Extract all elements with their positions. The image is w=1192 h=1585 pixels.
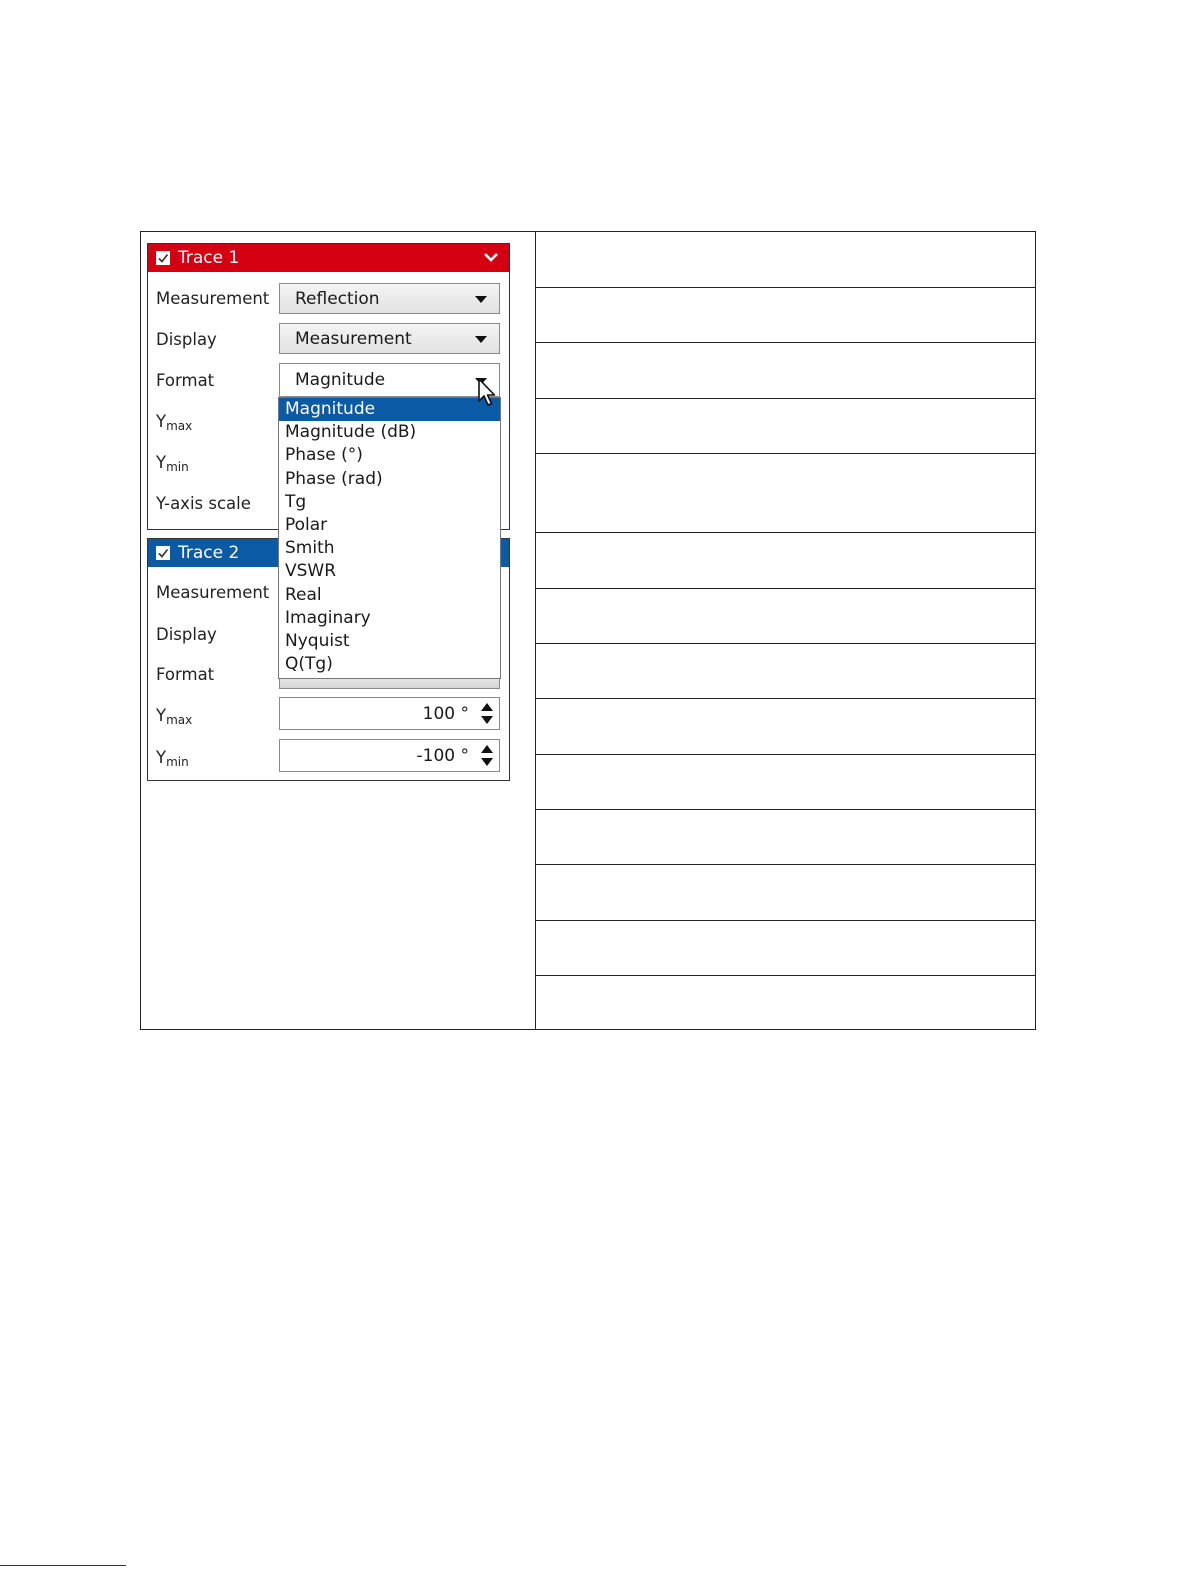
table-column-divider bbox=[535, 231, 536, 1030]
yaxis-scale-label: Y-axis scale bbox=[156, 494, 251, 513]
table-row-line bbox=[535, 453, 1036, 454]
dropdown-option[interactable]: VSWR bbox=[285, 561, 337, 582]
dropdown-option[interactable]: Magnitude (dB) bbox=[285, 422, 417, 443]
table-row-line bbox=[535, 698, 1036, 699]
ymax-value: 100 ° bbox=[422, 703, 469, 724]
ymin-label: $Y_{min}$ bbox=[156, 748, 189, 769]
trace2-format-select[interactable] bbox=[279, 678, 500, 689]
dropdown-option[interactable]: Real bbox=[285, 584, 322, 605]
measurement-select[interactable] bbox=[279, 283, 500, 314]
trace1-title: Trace 1 bbox=[178, 248, 240, 268]
dropdown-option[interactable]: Q(Tg) bbox=[285, 654, 333, 675]
dropdown-option[interactable]: Imaginary bbox=[285, 607, 371, 628]
table-row-line bbox=[535, 864, 1036, 865]
spin-down-icon[interactable] bbox=[481, 758, 493, 766]
checkbox-checked-icon[interactable] bbox=[156, 546, 170, 560]
dropdown-option[interactable]: Magnitude bbox=[279, 398, 500, 421]
ymin-label: $Y_{min}$ bbox=[156, 453, 189, 474]
format-dropdown-list[interactable] bbox=[278, 397, 501, 679]
table-row-line bbox=[535, 643, 1036, 644]
dropdown-option[interactable]: Phase (°) bbox=[285, 445, 363, 466]
display-select[interactable] bbox=[279, 323, 500, 354]
format-label: Format bbox=[156, 665, 215, 684]
ymax-label: $Y_{max}$ bbox=[156, 706, 193, 727]
spin-up-icon[interactable] bbox=[481, 703, 493, 711]
dropdown-option[interactable]: Tg bbox=[285, 491, 307, 512]
table-row-line bbox=[535, 588, 1036, 589]
measurement-label: Measurement bbox=[156, 583, 270, 602]
table-row-line bbox=[535, 287, 1036, 288]
chevron-down-icon[interactable] bbox=[483, 251, 499, 263]
display-value: Measurement bbox=[295, 328, 412, 349]
format-select[interactable] bbox=[279, 363, 500, 397]
dropdown-option[interactable]: Polar bbox=[285, 514, 328, 535]
checkbox-checked-icon[interactable] bbox=[156, 251, 170, 265]
dropdown-option[interactable]: Phase (rad) bbox=[285, 468, 383, 489]
table-row-line bbox=[535, 920, 1036, 921]
mouse-pointer-icon bbox=[477, 378, 499, 408]
format-value: Magnitude bbox=[295, 370, 386, 390]
display-label: Display bbox=[156, 625, 217, 644]
table-row-line bbox=[535, 342, 1036, 343]
measurement-label: Measurement bbox=[156, 289, 270, 308]
format-label: Format bbox=[156, 371, 215, 390]
display-label: Display bbox=[156, 330, 217, 349]
table-row-line bbox=[535, 809, 1036, 810]
dropdown-arrow-icon bbox=[475, 296, 487, 303]
ymax-spinbox[interactable] bbox=[279, 697, 500, 730]
table-row-line bbox=[535, 532, 1036, 533]
ymin-value: -100 ° bbox=[416, 745, 469, 766]
table-row-line bbox=[535, 975, 1036, 976]
footnote-separator bbox=[0, 1565, 126, 1566]
dropdown-option[interactable]: Nyquist bbox=[285, 630, 350, 651]
table-row-line bbox=[535, 754, 1036, 755]
ymin-spinbox[interactable] bbox=[279, 739, 500, 772]
trace1-header[interactable] bbox=[148, 244, 509, 272]
trace2-title: Trace 2 bbox=[178, 543, 240, 563]
ymax-label: $Y_{max}$ bbox=[156, 412, 193, 433]
spin-up-icon[interactable] bbox=[481, 745, 493, 753]
spin-down-icon[interactable] bbox=[481, 716, 493, 724]
dropdown-arrow-icon bbox=[475, 336, 487, 343]
dropdown-option[interactable]: Smith bbox=[285, 538, 335, 559]
measurement-value: Reflection bbox=[295, 288, 380, 309]
table-row-line bbox=[535, 398, 1036, 399]
